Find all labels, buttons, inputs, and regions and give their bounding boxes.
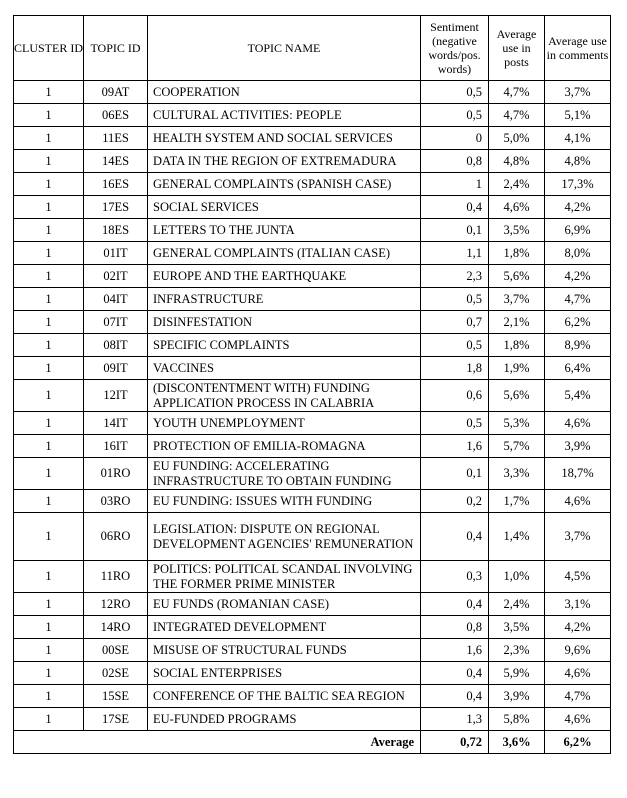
cell-posts: 4,8%	[489, 150, 545, 173]
table-row	[14, 593, 611, 616]
cell-cluster-id: 1	[14, 196, 84, 219]
cell-cluster-id: 1	[14, 288, 84, 311]
cell-cluster-id: 1	[14, 104, 84, 127]
average-posts: 3,6%	[489, 731, 545, 754]
cell-topic-name: SPECIFIC COMPLAINTS	[148, 334, 421, 357]
cell-topic-id: 04IT	[84, 288, 148, 311]
table-row	[14, 380, 611, 412]
cell-cluster-id: 1	[14, 435, 84, 458]
cell-topic-id: 12RO	[84, 593, 148, 616]
cell-comments: 3,7%	[545, 81, 611, 104]
cell-posts: 5,6%	[489, 265, 545, 288]
cell-comments: 5,1%	[545, 104, 611, 127]
cell-sentiment: 0,7	[421, 311, 489, 334]
cell-topic-id: 06RO	[84, 513, 148, 561]
cell-topic-id: 12IT	[84, 380, 148, 412]
table-row	[14, 708, 611, 731]
cell-topic-id: 02SE	[84, 662, 148, 685]
cell-sentiment: 1,1	[421, 242, 489, 265]
cell-sentiment: 0,5	[421, 104, 489, 127]
cell-sentiment: 0,2	[421, 490, 489, 513]
cell-comments: 4,6%	[545, 412, 611, 435]
cell-topic-id: 03RO	[84, 490, 148, 513]
header-topic-id: TOPIC ID	[84, 16, 148, 81]
cell-comments: 4,5%	[545, 561, 611, 593]
cell-comments: 8,0%	[545, 242, 611, 265]
cell-posts: 5,8%	[489, 708, 545, 731]
table-row	[14, 685, 611, 708]
cell-topic-id: 02IT	[84, 265, 148, 288]
cell-posts: 5,6%	[489, 380, 545, 412]
table-body	[14, 81, 611, 731]
header-sentiment: Sentiment (negative words/pos. words)	[421, 16, 489, 81]
cell-sentiment: 0,5	[421, 81, 489, 104]
cell-sentiment: 0,8	[421, 616, 489, 639]
cell-comments: 4,2%	[545, 265, 611, 288]
cell-comments: 4,2%	[545, 196, 611, 219]
cell-cluster-id: 1	[14, 311, 84, 334]
cell-comments: 4,7%	[545, 288, 611, 311]
table-row	[14, 639, 611, 662]
cell-topic-name: EU FUNDING: ACCELERATING INFRASTRUCTURE TO OBTAIN FUNDING	[148, 458, 421, 490]
cell-sentiment: 0,1	[421, 458, 489, 490]
cell-topic-id: 11RO	[84, 561, 148, 593]
cell-sentiment: 1,6	[421, 435, 489, 458]
table-row	[14, 219, 611, 242]
cell-topic-name: GENERAL COMPLAINTS (ITALIAN CASE)	[148, 242, 421, 265]
cell-topic-name: DISINFESTATION	[148, 311, 421, 334]
cell-sentiment: 0,8	[421, 150, 489, 173]
cell-comments: 6,2%	[545, 311, 611, 334]
cell-cluster-id: 1	[14, 513, 84, 561]
cell-posts: 1,4%	[489, 513, 545, 561]
cell-cluster-id: 1	[14, 81, 84, 104]
cell-topic-id: 14IT	[84, 412, 148, 435]
table-row	[14, 311, 611, 334]
cell-comments: 3,1%	[545, 593, 611, 616]
table-row	[14, 662, 611, 685]
table-row	[14, 435, 611, 458]
cell-posts: 1,8%	[489, 334, 545, 357]
table-row	[14, 127, 611, 150]
cell-topic-id: 11ES	[84, 127, 148, 150]
cell-posts: 3,5%	[489, 219, 545, 242]
cell-comments: 6,4%	[545, 357, 611, 380]
cell-comments: 4,1%	[545, 127, 611, 150]
cell-posts: 1,7%	[489, 490, 545, 513]
cell-cluster-id: 1	[14, 265, 84, 288]
cell-posts: 4,6%	[489, 196, 545, 219]
cell-comments: 3,7%	[545, 513, 611, 561]
cell-comments: 4,6%	[545, 708, 611, 731]
cell-posts: 5,3%	[489, 412, 545, 435]
cell-posts: 2,3%	[489, 639, 545, 662]
cell-topic-name: COOPERATION	[148, 81, 421, 104]
cell-comments: 18,7%	[545, 458, 611, 490]
cell-sentiment: 1,6	[421, 639, 489, 662]
table-row	[14, 616, 611, 639]
cell-sentiment: 0,5	[421, 288, 489, 311]
header-posts: Average use in posts	[489, 16, 545, 81]
table-row	[14, 561, 611, 593]
header-topic-name: TOPIC NAME	[148, 16, 421, 81]
cell-topic-id: 14ES	[84, 150, 148, 173]
table-row	[14, 490, 611, 513]
cell-cluster-id: 1	[14, 458, 84, 490]
cell-sentiment: 1	[421, 173, 489, 196]
cell-topic-id: 07IT	[84, 311, 148, 334]
cell-posts: 2,4%	[489, 173, 545, 196]
cell-comments: 17,3%	[545, 173, 611, 196]
cell-posts: 1,8%	[489, 242, 545, 265]
cell-sentiment: 0,3	[421, 561, 489, 593]
table-row	[14, 458, 611, 490]
average-comments: 6,2%	[545, 731, 611, 754]
cell-topic-name: POLITICS: POLITICAL SCANDAL INVOLVING THE FORMER PRIME MINISTER	[148, 561, 421, 593]
cell-comments: 9,6%	[545, 639, 611, 662]
cell-topic-name: EU FUNDING: ISSUES WITH FUNDING	[148, 490, 421, 513]
cell-topic-id: 15SE	[84, 685, 148, 708]
topics-table	[13, 15, 611, 754]
cell-topic-name: GENERAL COMPLAINTS (SPANISH CASE)	[148, 173, 421, 196]
cell-sentiment: 0,4	[421, 662, 489, 685]
cell-comments: 4,6%	[545, 490, 611, 513]
cell-comments: 5,4%	[545, 380, 611, 412]
cell-topic-name: DATA IN THE REGION OF EXTREMADURA	[148, 150, 421, 173]
cell-sentiment: 0,5	[421, 412, 489, 435]
cell-posts: 2,1%	[489, 311, 545, 334]
cell-cluster-id: 1	[14, 639, 84, 662]
cell-topic-name: INFRASTRUCTURE	[148, 288, 421, 311]
cell-cluster-id: 1	[14, 173, 84, 196]
cell-topic-name: LEGISLATION: DISPUTE ON REGIONAL DEVELOPMENT AGENCIES' REMUNERATION	[148, 513, 421, 561]
table-row	[14, 288, 611, 311]
cell-comments: 4,7%	[545, 685, 611, 708]
average-label: Average	[14, 731, 421, 754]
cell-topic-id: 18ES	[84, 219, 148, 242]
cell-posts: 3,5%	[489, 616, 545, 639]
cell-topic-name: SOCIAL ENTERPRISES	[148, 662, 421, 685]
cell-topic-name: EUROPE AND THE EARTHQUAKE	[148, 265, 421, 288]
cell-topic-name: YOUTH UNEMPLOYMENT	[148, 412, 421, 435]
table-row	[14, 265, 611, 288]
cell-topic-id: 01IT	[84, 242, 148, 265]
cell-comments: 8,9%	[545, 334, 611, 357]
cell-topic-name: EU-FUNDED PROGRAMS	[148, 708, 421, 731]
cell-comments: 4,6%	[545, 662, 611, 685]
cell-cluster-id: 1	[14, 490, 84, 513]
cell-cluster-id: 1	[14, 708, 84, 731]
cell-cluster-id: 1	[14, 380, 84, 412]
table-header-row	[14, 16, 611, 81]
average-sentiment: 0,72	[421, 731, 489, 754]
cell-posts: 4,7%	[489, 104, 545, 127]
cell-cluster-id: 1	[14, 561, 84, 593]
table-row	[14, 513, 611, 561]
cell-cluster-id: 1	[14, 412, 84, 435]
cell-topic-name: (DISCONTENTMENT WITH) FUNDING APPLICATION PROCESS IN CALABRIA	[148, 380, 421, 412]
cell-posts: 5,7%	[489, 435, 545, 458]
table-row	[14, 173, 611, 196]
cell-cluster-id: 1	[14, 357, 84, 380]
cell-posts: 5,9%	[489, 662, 545, 685]
cell-topic-id: 14RO	[84, 616, 148, 639]
cell-topic-name: SOCIAL SERVICES	[148, 196, 421, 219]
table-row	[14, 242, 611, 265]
cell-cluster-id: 1	[14, 150, 84, 173]
cell-sentiment: 0,1	[421, 219, 489, 242]
header-cluster-id: CLUSTER ID	[14, 16, 84, 81]
table-row	[14, 81, 611, 104]
table-row	[14, 150, 611, 173]
cell-sentiment: 0	[421, 127, 489, 150]
cell-sentiment: 0,4	[421, 685, 489, 708]
cell-posts: 4,7%	[489, 81, 545, 104]
cell-cluster-id: 1	[14, 662, 84, 685]
cell-topic-name: INTEGRATED DEVELOPMENT	[148, 616, 421, 639]
cell-cluster-id: 1	[14, 127, 84, 150]
cell-topic-name: CONFERENCE OF THE BALTIC SEA REGION	[148, 685, 421, 708]
cell-cluster-id: 1	[14, 242, 84, 265]
cell-comments: 6,9%	[545, 219, 611, 242]
cell-cluster-id: 1	[14, 616, 84, 639]
cell-topic-id: 16IT	[84, 435, 148, 458]
cell-topic-id: 08IT	[84, 334, 148, 357]
cell-sentiment: 0,5	[421, 334, 489, 357]
cell-topic-name: PROTECTION OF EMILIA-ROMAGNA	[148, 435, 421, 458]
cell-topic-id: 09AT	[84, 81, 148, 104]
average-row	[14, 731, 611, 754]
cell-posts: 3,7%	[489, 288, 545, 311]
cell-comments: 4,8%	[545, 150, 611, 173]
cell-comments: 3,9%	[545, 435, 611, 458]
cell-cluster-id: 1	[14, 593, 84, 616]
cell-posts: 3,3%	[489, 458, 545, 490]
cell-sentiment: 0,4	[421, 513, 489, 561]
cell-topic-name: HEALTH SYSTEM AND SOCIAL SERVICES	[148, 127, 421, 150]
table-row	[14, 196, 611, 219]
cell-posts: 1,0%	[489, 561, 545, 593]
cell-topic-name: CULTURAL ACTIVITIES: PEOPLE	[148, 104, 421, 127]
cell-sentiment: 1,8	[421, 357, 489, 380]
cell-comments: 4,2%	[545, 616, 611, 639]
cell-topic-id: 17ES	[84, 196, 148, 219]
table-row	[14, 412, 611, 435]
cell-sentiment: 0,4	[421, 593, 489, 616]
cell-cluster-id: 1	[14, 334, 84, 357]
cell-topic-id: 06ES	[84, 104, 148, 127]
cell-sentiment: 2,3	[421, 265, 489, 288]
table-row	[14, 334, 611, 357]
cell-topic-name: VACCINES	[148, 357, 421, 380]
cell-sentiment: 0,4	[421, 196, 489, 219]
cell-topic-name: LETTERS TO THE JUNTA	[148, 219, 421, 242]
cell-posts: 1,9%	[489, 357, 545, 380]
cell-cluster-id: 1	[14, 219, 84, 242]
cell-cluster-id: 1	[14, 685, 84, 708]
cell-posts: 2,4%	[489, 593, 545, 616]
header-comments: Average use in comments	[545, 16, 611, 81]
cell-topic-id: 00SE	[84, 639, 148, 662]
cell-sentiment: 1,3	[421, 708, 489, 731]
cell-sentiment: 0,6	[421, 380, 489, 412]
table-row	[14, 104, 611, 127]
cell-posts: 5,0%	[489, 127, 545, 150]
cell-topic-name: MISUSE OF STRUCTURAL FUNDS	[148, 639, 421, 662]
cell-topic-name: EU FUNDS (ROMANIAN CASE)	[148, 593, 421, 616]
cell-topic-id: 01RO	[84, 458, 148, 490]
cell-topic-id: 17SE	[84, 708, 148, 731]
cell-topic-id: 16ES	[84, 173, 148, 196]
table-row	[14, 357, 611, 380]
cell-topic-id: 09IT	[84, 357, 148, 380]
cell-posts: 3,9%	[489, 685, 545, 708]
